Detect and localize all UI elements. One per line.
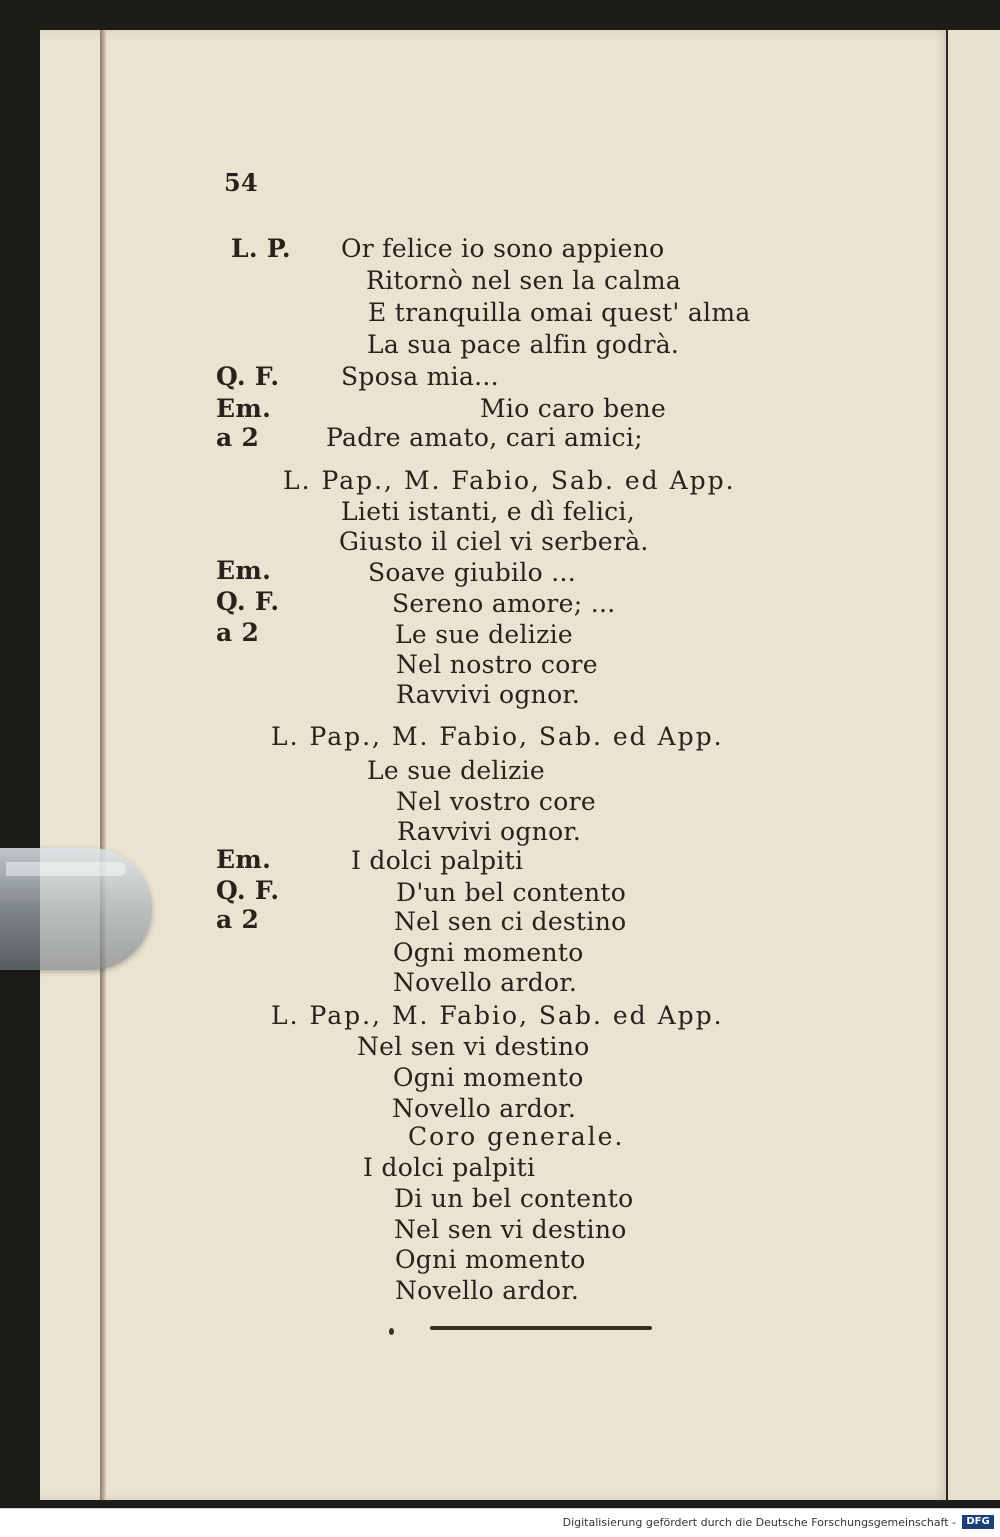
verse-line: Nel nostro core xyxy=(396,650,598,679)
speaker-label: a 2 xyxy=(216,618,260,647)
dfg-logo: DFG xyxy=(962,1515,994,1529)
verse-line: Ravvivi ognor. xyxy=(397,817,582,846)
page-holder-clip xyxy=(0,848,152,970)
end-rule xyxy=(430,1326,652,1330)
verse-line: Soave giubilo ... xyxy=(368,558,576,587)
verse-line: I dolci palpiti xyxy=(363,1153,536,1182)
speaker-label: Q. F. xyxy=(216,362,280,391)
verse-line: I dolci palpiti xyxy=(351,846,524,875)
stage-direction: L. Pap., M. Fabio, Sab. ed App. xyxy=(271,1001,724,1030)
speaker-label: Em. xyxy=(216,845,272,874)
verse-line: Ogni momento xyxy=(393,1063,584,1092)
verse-line: Nel sen ci destino xyxy=(394,907,627,936)
verse-line: Ogni momento xyxy=(395,1245,586,1274)
verse-line: Di un bel contento xyxy=(394,1184,634,1213)
verse-line: Padre amato, cari amici; xyxy=(326,423,643,452)
speaker-label: L. P. xyxy=(231,234,291,263)
speaker-label: Em. xyxy=(216,556,272,585)
verse-line: Sposa mia... xyxy=(341,362,499,391)
verse-line: Ogni momento xyxy=(393,938,584,967)
verse-line: Nel sen vi destino xyxy=(394,1215,627,1244)
verse-line: Or felice io sono appieno xyxy=(341,234,665,263)
speaker-label: a 2 xyxy=(216,423,260,452)
stage-direction: L. Pap., M. Fabio, Sab. ed App. xyxy=(271,722,724,751)
verse-line: Le sue delizie xyxy=(367,756,545,785)
speaker-label: a 2 xyxy=(216,905,260,934)
verse-line: Nel sen vi destino xyxy=(357,1032,590,1061)
verse-line: D'un bel contento xyxy=(396,878,627,907)
page-number: 54 xyxy=(224,168,258,197)
footer-credit: Digitalisierung gefördert durch die Deutsche Forschungsgemeinschaft - xyxy=(562,1516,956,1529)
verse-line: Novello ardor. xyxy=(393,968,578,997)
verse-line: Novello ardor. xyxy=(395,1276,580,1305)
section-heading: Coro generale. xyxy=(408,1122,625,1151)
verse-line: Giusto il ciel vi serberà. xyxy=(339,527,649,556)
stage-direction: L. Pap., M. Fabio, Sab. ed App. xyxy=(283,466,736,495)
verse-line: Nel vostro core xyxy=(396,787,596,816)
verse-line: La sua pace alfin godrà. xyxy=(367,330,680,359)
speaker-label: Em. xyxy=(216,394,272,423)
verse-line: Le sue delizie xyxy=(395,620,573,649)
footer-bar xyxy=(0,1508,1000,1537)
verse-line: Sereno amore; ... xyxy=(392,589,616,618)
verse-line: E tranquilla omai quest' alma xyxy=(368,298,751,327)
verse-line: Novello ardor. xyxy=(392,1094,577,1123)
ink-dot xyxy=(389,1328,394,1335)
verse-line: Ravvivi ognor. xyxy=(396,680,581,709)
verse-line: Ritornò nel sen la calma xyxy=(366,266,682,295)
speaker-label: Q. F. xyxy=(216,876,280,905)
verse-line: Mio caro bene xyxy=(480,394,667,423)
speaker-label: Q. F. xyxy=(216,587,280,616)
verse-line: Lieti istanti, e dì felici, xyxy=(341,497,635,526)
